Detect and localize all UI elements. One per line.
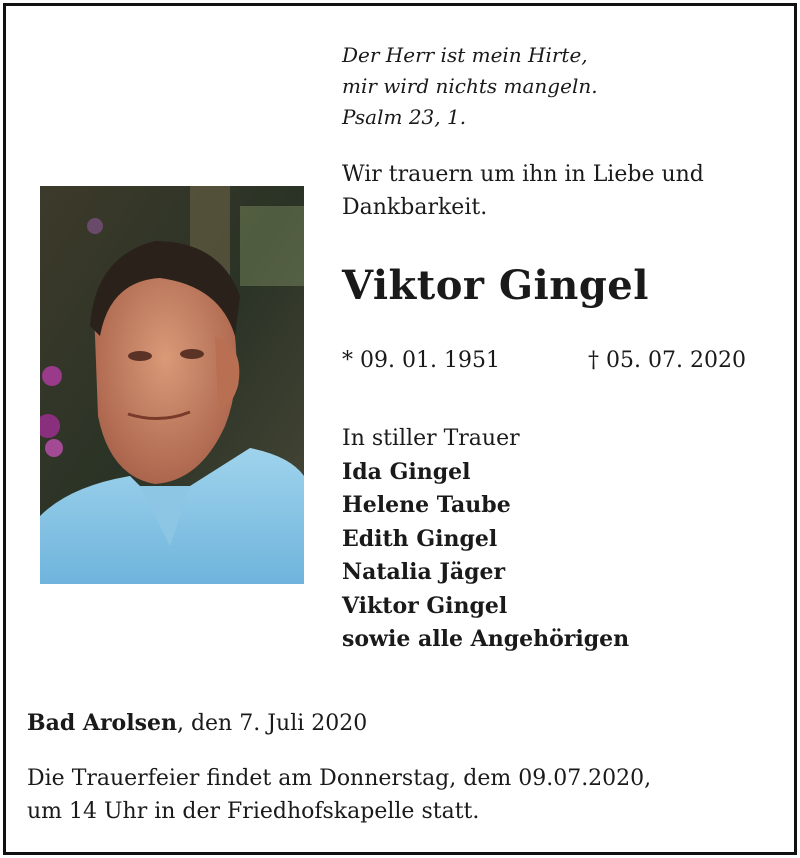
notice-date: , den 7. Juli 2020 — [176, 711, 368, 736]
ceremony-line: um 14 Uhr in der Friedhofskapelle statt. — [27, 799, 480, 824]
mourners-heading: In stiller Trauer — [342, 426, 520, 451]
place-date-line — [27, 710, 367, 736]
birth-date: * 09. 01. 1951 — [342, 348, 500, 373]
deceased-name: Viktor Gingel — [342, 262, 649, 309]
death-date: † 05. 07. 2020 — [588, 348, 746, 373]
mourner-name: Viktor Gingel — [342, 592, 508, 619]
mourner-others: sowie alle Angehörigen — [342, 626, 630, 652]
mourner-name: Edith Gingel — [342, 525, 498, 552]
ceremony-info — [27, 762, 747, 828]
intro-line: Wir trauern um ihn in Liebe und — [342, 162, 704, 187]
portrait-photo — [40, 186, 304, 584]
intro-line: Dankbarkeit. — [342, 195, 488, 220]
mourners-block — [342, 422, 629, 657]
mourner-name: Natalia Jäger — [342, 559, 506, 585]
mourner-name: Ida Gingel — [342, 458, 471, 485]
psalm-line: Der Herr ist mein Hirte, — [342, 43, 588, 67]
psalm-line: mir wird nichts mangeln. — [342, 74, 598, 98]
intro-text — [342, 158, 782, 224]
psalm-quote — [342, 40, 598, 133]
place-name: Bad Arolsen — [27, 710, 177, 736]
ceremony-line: Die Trauerfeier findet am Donnerstag, dem 09.07.2020, — [27, 766, 652, 791]
mourner-name: Helene Taube — [342, 492, 511, 518]
psalm-reference: Psalm 23, 1. — [342, 105, 467, 129]
